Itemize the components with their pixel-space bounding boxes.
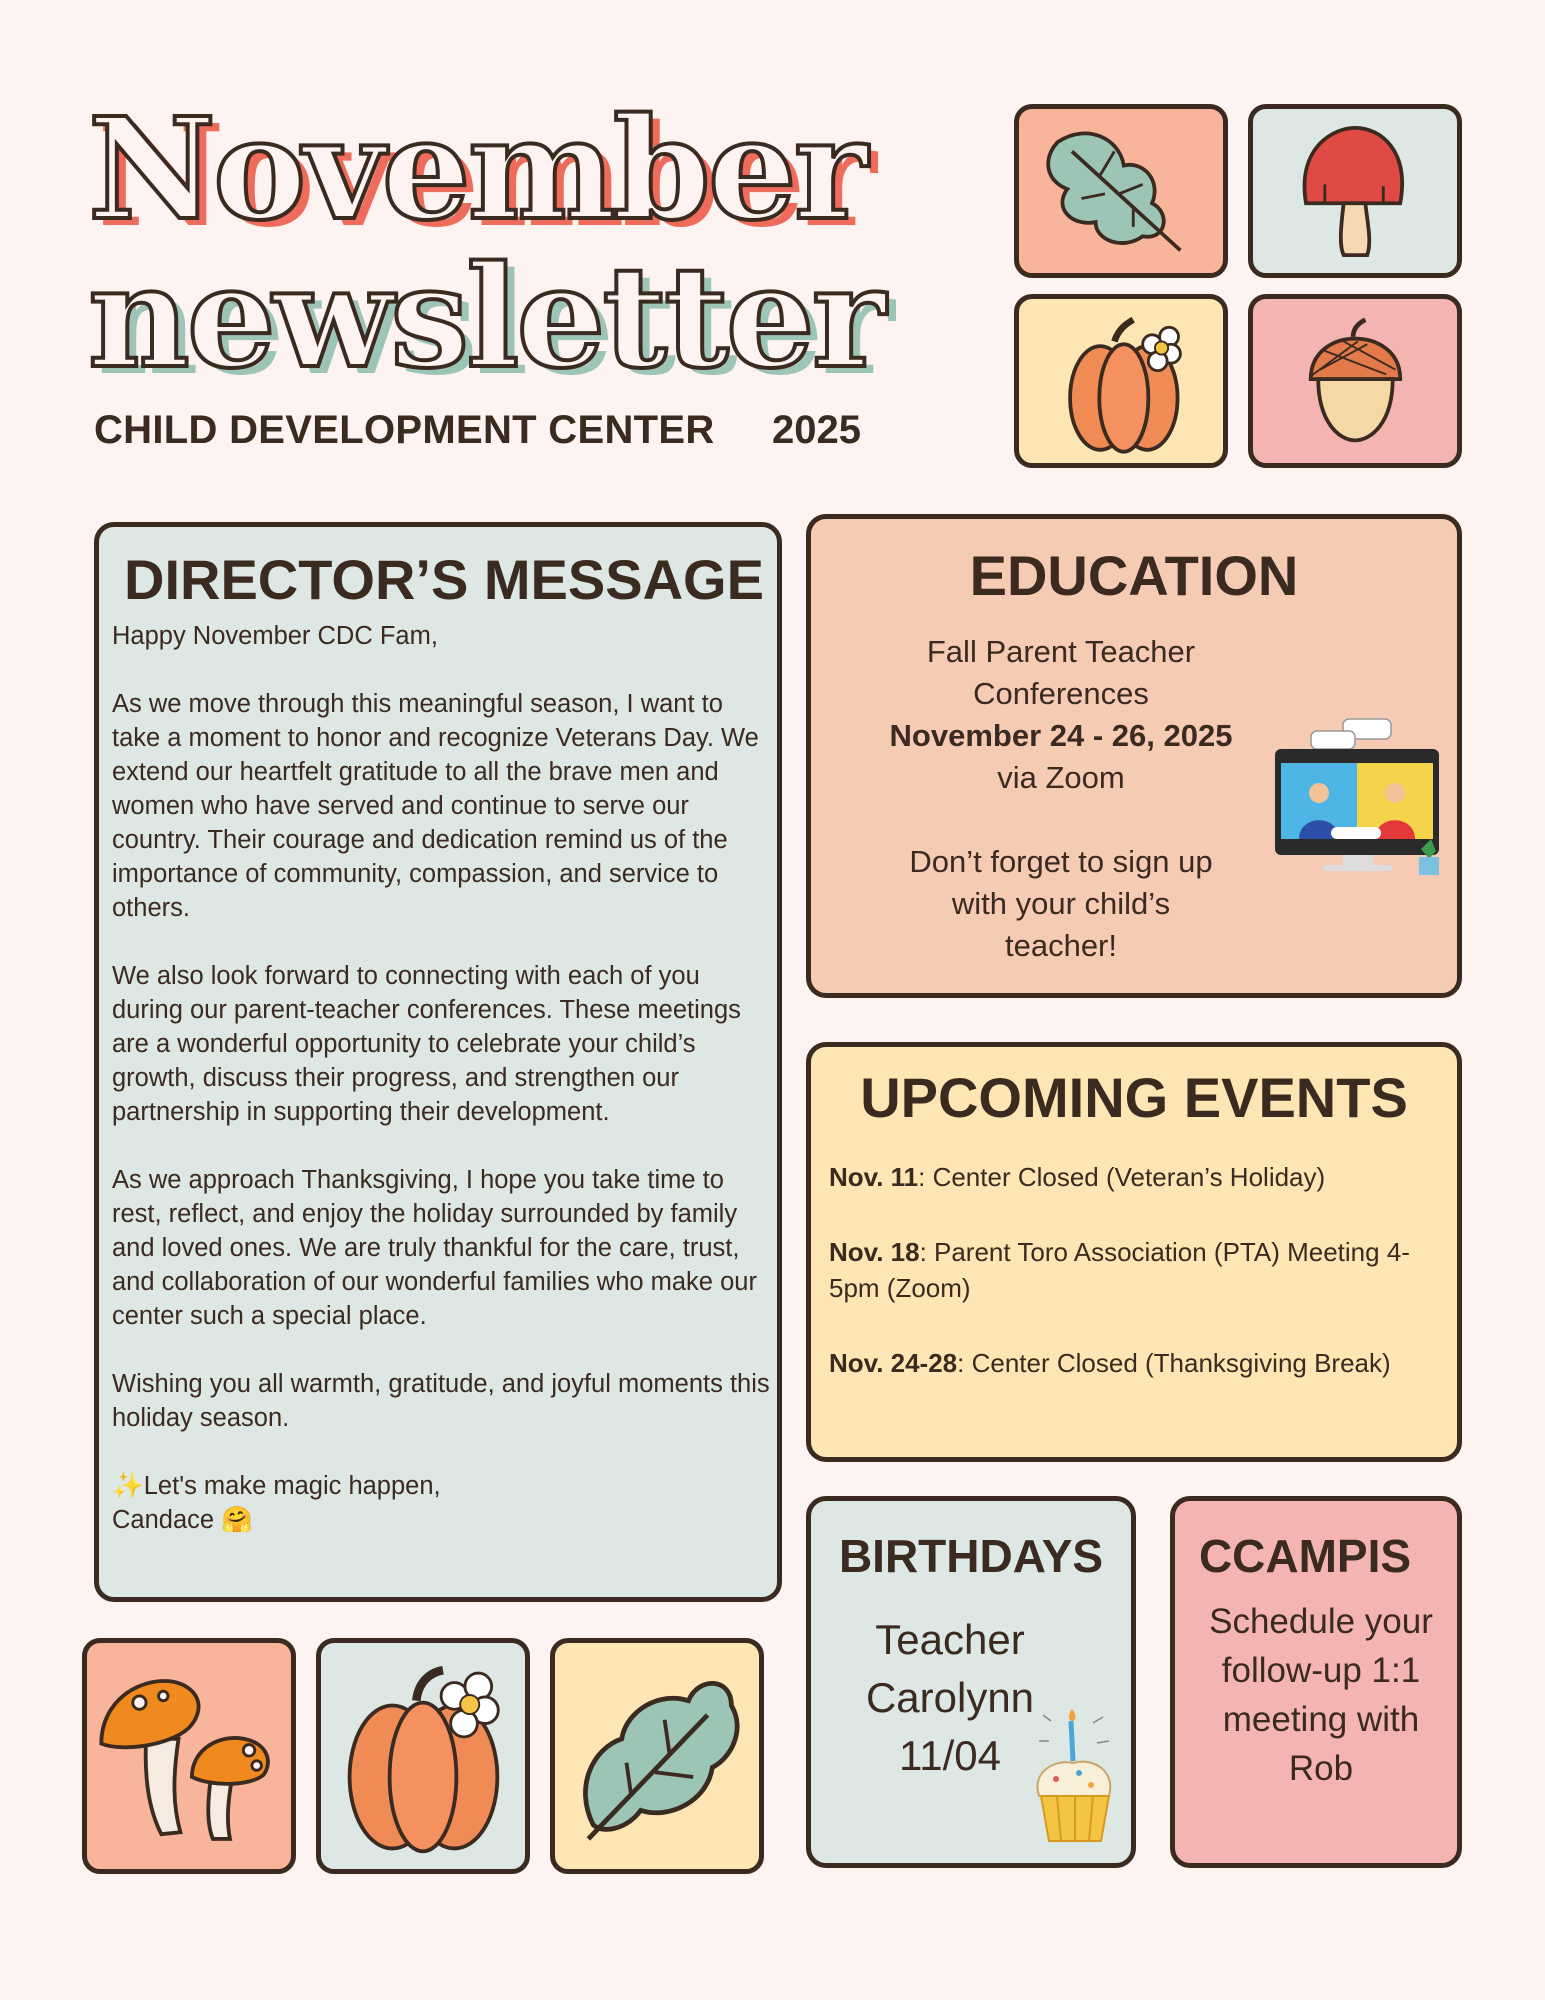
education-details	[851, 631, 1271, 967]
event-item	[829, 1345, 1449, 1381]
mushroom-icon	[1253, 109, 1457, 273]
upcoming-events-heading: UPCOMING EVENTS	[860, 1066, 1408, 1129]
signoff-text: ✨Let's make magic happen,	[112, 1472, 441, 1500]
pumpkin-tile-bottom	[316, 1638, 530, 1874]
pumpkin-tile	[1014, 294, 1228, 468]
ccampis-details	[1175, 1597, 1467, 1793]
education-heading: EDUCATION	[969, 544, 1299, 607]
mushrooms-tile	[82, 1638, 296, 1874]
birthday-name: Carolynn	[865, 1674, 1035, 1721]
ccampis-line3: meeting with	[1222, 1700, 1420, 1739]
cupcake-icon	[1021, 1701, 1131, 1851]
paragraph-conferences: We also look forward to connecting with each of you during our parent-teacher conferences. These meetings are a wonderful opportunity to celebrate your child’s growth, discuss their progress, and strengthen our partnership in supporting their development.	[112, 962, 741, 1126]
paragraph-thanksgiving: As we approach Thanksgiving, I hope you take time to rest, reflect, and enjoy the holiday surrounded by family and loved ones. We are truly thankful for the care, trust, and collaboration of our wonderful families who make our center such a special place.	[112, 1166, 757, 1330]
flower-icon	[1143, 327, 1181, 370]
reminder-line1: Don’t forget to sign up	[909, 844, 1213, 879]
newsletter-title-line1: November	[88, 88, 865, 252]
leaf-icon	[1019, 109, 1223, 273]
leaf-tile	[1014, 104, 1228, 278]
newsletter-title-line2: newsletter	[88, 236, 883, 400]
ccampis-card	[1170, 1496, 1462, 1868]
directors-message-heading: DIRECTOR’S MESSAGE	[124, 548, 764, 611]
mushroom-tile	[1248, 104, 1462, 278]
paragraph-veterans: As we move through this meaningful season, I want to take a moment to honor and recognize Veterans Day. We extend our heartfelt gratitude to all the brave men and women who have served and continue to serve our country. Their courage and dedication remind us of the importance of community, compassion, and service to others.	[112, 690, 759, 922]
event-description: : Center Closed (Veteran’s Holiday)	[918, 1162, 1326, 1192]
pumpkin-icon	[1019, 299, 1223, 463]
event-date: Nov. 18	[829, 1237, 920, 1267]
event-date: Nov. 11	[829, 1162, 919, 1192]
directors-message-card	[94, 522, 782, 1602]
newsletter-year: 2025	[772, 408, 861, 452]
ccampis-heading: CCAMPIS	[1198, 1530, 1412, 1582]
video-call-icon	[1271, 709, 1451, 879]
center-name: CHILD DEVELOPMENT CENTER	[94, 408, 715, 452]
reminder-line2: with your child’s	[951, 886, 1171, 921]
conference-venue: via Zoom	[997, 760, 1125, 795]
acorn-icon	[1253, 299, 1457, 463]
signature-text: Candace 🤗	[112, 1506, 253, 1534]
directors-message-body	[112, 619, 772, 1537]
event-item	[829, 1234, 1449, 1306]
events-list	[829, 1159, 1449, 1420]
birthday-title: Teacher	[875, 1616, 1025, 1663]
event-item	[829, 1159, 1449, 1195]
leaf-tile-bottom	[550, 1638, 764, 1874]
acorn-tile	[1248, 294, 1462, 468]
reminder-line3: teacher!	[1004, 928, 1117, 963]
ccampis-line4: Rob	[1288, 1749, 1354, 1788]
conference-title-line1: Fall Parent Teacher	[926, 634, 1196, 669]
education-card	[806, 514, 1462, 998]
event-description: : Parent Toro Association (PTA) Meeting 4-5pm (Zoom)	[829, 1237, 1410, 1303]
ccampis-line1: Schedule your	[1209, 1602, 1433, 1641]
upcoming-events-card	[806, 1042, 1462, 1462]
conference-dates: November 24 - 26, 2025	[889, 718, 1233, 753]
greeting-text: Happy November CDC Fam,	[112, 622, 438, 650]
conference-title-line2: Conferences	[973, 676, 1149, 711]
paragraph-wishes: Wishing you all warmth, gratitude, and joyful moments this holiday season.	[112, 1370, 770, 1432]
ccampis-line2: follow-up 1:1	[1221, 1651, 1421, 1690]
birthday-date: 11/04	[899, 1732, 1001, 1779]
mushrooms-icon	[87, 1643, 291, 1869]
leaf-icon	[555, 1643, 759, 1869]
birthdays-heading: BIRTHDAYS	[838, 1530, 1104, 1582]
birthdays-card	[806, 1496, 1136, 1868]
pumpkin-icon	[321, 1643, 525, 1869]
event-date: Nov. 24-28	[829, 1348, 958, 1378]
event-description: : Center Closed (Thanksgiving Break)	[957, 1348, 1391, 1378]
